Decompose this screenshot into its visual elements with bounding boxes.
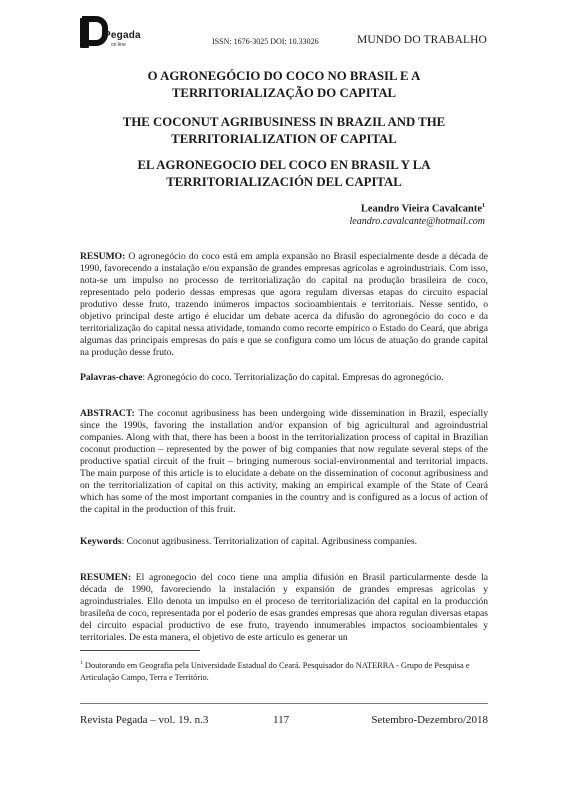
footnote-divider bbox=[80, 650, 200, 651]
palavras-chave-label: Palavras-chave bbox=[80, 372, 143, 383]
title-portuguese: O AGRONEGÓCIO DO COCO NO BRASIL E A TERRITORIALIZAÇÃO DO CAPITAL bbox=[147, 69, 421, 100]
journal-logo bbox=[80, 14, 150, 50]
footer-period: Setembro-Dezembro/2018 bbox=[371, 714, 488, 726]
abstract-label: ABSTRACT: bbox=[80, 408, 135, 419]
author-name-text: Leandro Vieira Cavalcante bbox=[360, 203, 482, 215]
logo-text: Pegada bbox=[104, 30, 141, 41]
author-name bbox=[361, 203, 485, 215]
page-number: 117 bbox=[273, 714, 290, 726]
resumo-text: O agronegócio do coco está em ampla expansão no Brasil especialmente desde a década de 1990, favorecendo a instalação e/ou expansão de grandes empresas agrícolas e agroindustriais. Com isso, nota-se um impulso no processo de territorialização do capital na produção brasileira de coco, representado pelo poderio dessas empresas que agora regulam diversas etapas do circuito espacial produtivo desse fruto, trazendo inúmeros impactos socioambientais e territoriais. Nesse sentido, o objetivo principal deste artigo é elucidar um debate acerca da difusão do agronegócio do coco e da territorialização do capital nessa atividade, tomando como recorte empírico o Estado do Ceará, que abriga algumas das principais empresas do país e que se configura como um lócus de atuação do grande capital na produção desse fruto. bbox=[80, 251, 488, 358]
issn-doi: ISSN: 1676-3025 DOI: 10.33026 bbox=[212, 37, 319, 46]
abstract-paragraph bbox=[80, 408, 488, 516]
title-spanish: EL AGRONEGOCIO DEL COCO EN BRASIL Y LA TERRITORIALIZACIÓN DEL CAPITAL bbox=[137, 158, 431, 189]
footer-divider bbox=[80, 703, 488, 704]
footnote-text: Doutorando em Geografia pela Universidade Estadual do Ceará. Pesquisador do NATERRA - Grupo de Pesquisa e Articulação Campo, Terra e Território. bbox=[80, 660, 470, 682]
footnote-mark: 1 bbox=[80, 660, 83, 666]
resumen-paragraph bbox=[80, 572, 488, 644]
keywords-label: Keywords bbox=[80, 536, 122, 547]
author-footnote-mark: 1 bbox=[482, 203, 485, 209]
keywords-paragraph bbox=[80, 536, 488, 548]
logo-subtext: on line bbox=[111, 42, 126, 48]
keywords-text: : Coconut agribusiness. Territorialization of capital. Agribusiness companies. bbox=[121, 536, 418, 547]
resumo-label: RESUMO: bbox=[80, 251, 126, 262]
resumen-label: RESUMEN: bbox=[80, 572, 132, 583]
footnote bbox=[80, 657, 488, 684]
resumo-paragraph bbox=[80, 251, 488, 359]
section-label: MUNDO DO TRABALHO bbox=[357, 34, 487, 46]
title-english: THE COCONUT AGRIBUSINESS IN BRAZIL AND THE TERRITORIALIZATION OF CAPITAL bbox=[122, 115, 446, 146]
resumen-text: El agronegocio del coco tiene una amplia difusión en Brasil particularmente desde la década de 1990, favoreciendo la instalación y expansión de grandes empresas agrícolas y agroindustriales. Ello denota un impulso en el proceso de territorialización del capital en la producción brasileña de coco, representada por el poderío de esas grandes empresas que ahora regulan diversas etapas del circuito espacial productivo de ese fruto, trayendo innumerables impactos socioambientales y territoriales. De esta manera, el objetivo de este artículo es generar un bbox=[80, 572, 488, 643]
footer-journal: Revista Pegada – vol. 19. n.3 bbox=[80, 714, 209, 726]
author-email[interactable]: leandro.cavalcante@hotmail.com bbox=[349, 216, 485, 227]
palavras-chave-paragraph bbox=[80, 372, 488, 384]
palavras-chave-text: : Agronegócio do coco. Territorialização do capital. Empresas do agronegócio. bbox=[142, 372, 444, 383]
abstract-text: The coconut agribusiness has been undergoing wide dissemination in Brazil, especially since the 1990s, favoring the installation and/or expansion of big agricultural and agroindustrial companies. Along with that, there has been a boost in the territorialization process of capital in Brazilian coconut production – represented by the power of big companies that now regulate several steps of the productive spatial circuit of the fruit – bringing numerous social-environmental and territorial impacts. The main purpose of this article is to elucidate a debate on the dissemination of coconut agribusiness and on the territorialization of capital on this activity, making an empirical example of the State of Ceará which has some of the most important companies in the country and is configured as a locus of action of the capital in the production of this fruit. bbox=[80, 408, 488, 515]
